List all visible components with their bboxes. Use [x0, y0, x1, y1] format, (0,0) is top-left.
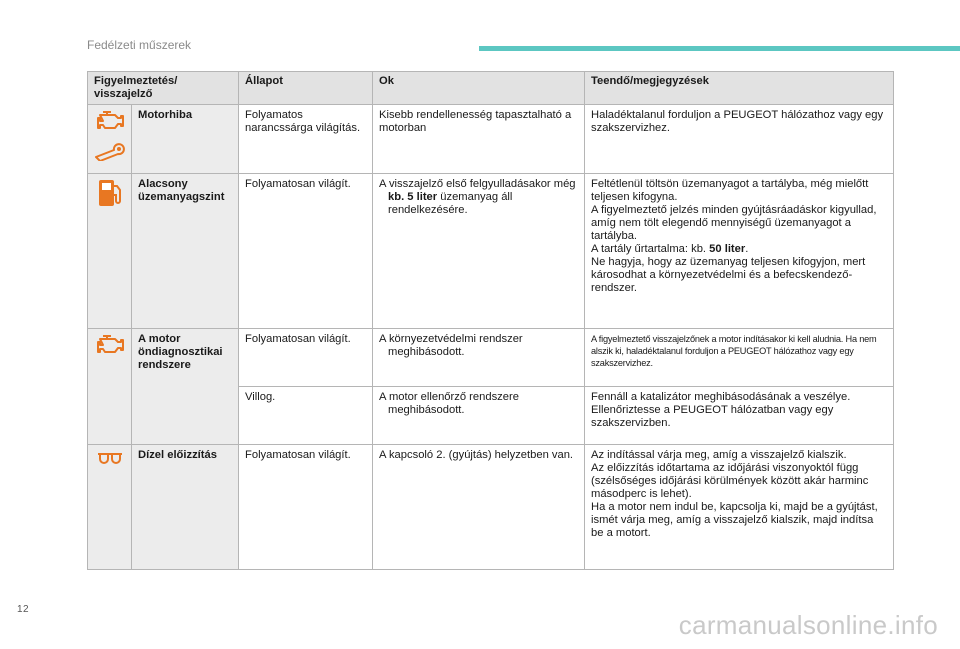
fuel-reserve-amount: kb. 5 liter: [388, 191, 438, 203]
cause-cell: [373, 329, 585, 387]
page-number: 12: [17, 604, 30, 615]
header-state: Állapot: [239, 72, 373, 105]
action-cell: [585, 445, 894, 570]
warning-name: A motor öndiagnosztikai rendszere: [132, 329, 239, 445]
state-cell: Folyamatosan világít.: [239, 329, 373, 387]
tank-capacity: 50 liter: [709, 243, 746, 255]
action-line: A figyelmeztető jelzés minden gyújtásráadáskor kigyullad, amíg nem tölt elegendő mennyiségű üzemanyagot a tartályba.: [591, 204, 877, 242]
glow-plug-icon: [95, 449, 125, 469]
state-cell: Folyamatosan világít.: [239, 445, 373, 570]
state-cell: Folyamatos narancssárga világítás.: [239, 105, 373, 174]
icon-cell: [88, 174, 132, 329]
action-line: Ne hagyja, hogy az üzemanyag teljesen kifogyjon, mert károsodhat a környezetvédelmi és a befecskendező-rendszer.: [591, 256, 866, 294]
cause-text: A motor ellenőrző rendszere meghibásodott.: [379, 391, 519, 416]
cause-text-pre: A visszajelző első felgyulladásakor még: [379, 178, 576, 190]
action-line: Ha a motor nem indul be, kapcsolja ki, majd be a gyújtást, ismét várja meg, amíg a visszajelző kialszik, majd indítsa be a motort.: [591, 501, 878, 539]
state-cell: Folyamatosan világít.: [239, 174, 373, 329]
cause-cell: Kisebb rendellenesség tapasztalható a motorban: [373, 105, 585, 174]
header-action: Teendő/megjegyzések: [585, 72, 894, 105]
header-accent-bar: [479, 46, 960, 51]
warning-name: Motorhiba: [132, 105, 239, 174]
cause-cell: [373, 174, 585, 329]
section-title: Fedélzeti műszerek: [87, 38, 192, 52]
cause-cell: [373, 387, 585, 445]
action-line: Feltétlenül töltsön üzemanyagot a tartályba, még mielőtt teljesen kifogyna.: [591, 178, 869, 203]
action-cell: A figyelmeztető visszajelzőnek a motor indításakor ki kell aludnia. Ha nem alszik ki, haladéktalanul forduljon a PEUGEOT hálózathoz vagy egy szakszervizhez.: [585, 329, 894, 387]
table-row: [88, 105, 894, 174]
cause-cell: [373, 445, 585, 570]
table-row: [88, 329, 894, 387]
warning-name: Dízel előizzítás: [132, 445, 239, 570]
wrench-icon: [94, 141, 128, 161]
tank-capacity-post: .: [745, 243, 749, 255]
action-line: Az előizzítás időtartama az időjárási viszonyoktól függ (szélsőséges időjárási körülmények között akár harminc másodperc is lehet).: [591, 462, 869, 500]
tank-capacity-pre: A tartály űrtartalma: kb.: [591, 243, 710, 255]
header-warning-light: Figyelmeztetés/ visszajelző: [88, 72, 239, 105]
fuel-pump-icon: [96, 178, 124, 208]
icon-cell: [88, 105, 132, 174]
warning-name: Alacsony üzemanyagszint: [132, 174, 239, 329]
state-cell: Villog.: [239, 387, 373, 445]
warning-lights-table: [87, 71, 894, 570]
icon-cell: [88, 329, 132, 445]
engine-icon: [95, 109, 125, 131]
action-cell: [585, 174, 894, 329]
cause-text-post: üzemanyag áll rendelkezésére.: [388, 191, 513, 216]
header-cause: Ok: [373, 72, 585, 105]
action-cell: Haladéktalanul forduljon a PEUGEOT hálózathoz vagy egy szakszervizhez.: [585, 105, 894, 174]
action-cell: Fennáll a katalizátor meghibásodásának a veszélye. Ellenőriztesse a PEUGEOT hálózatban vagy egy szakszervizben.: [585, 387, 894, 445]
table-row: [88, 174, 894, 329]
cause-text: A kapcsoló 2. (gyújtás) helyzetben van.: [379, 449, 574, 461]
cause-text: A környezetvédelmi rendszer meghibásodott.: [379, 333, 523, 358]
cause-text: [379, 178, 578, 217]
action-line: Az indítással várja meg, amíg a visszajelző kialszik.: [591, 449, 847, 461]
watermark: carmanualsonline.info: [678, 610, 938, 640]
icon-cell: [88, 445, 132, 570]
table-header-row: [88, 72, 894, 105]
engine-icon: [95, 333, 125, 355]
table-row: [88, 445, 894, 570]
action-line: [591, 243, 887, 256]
